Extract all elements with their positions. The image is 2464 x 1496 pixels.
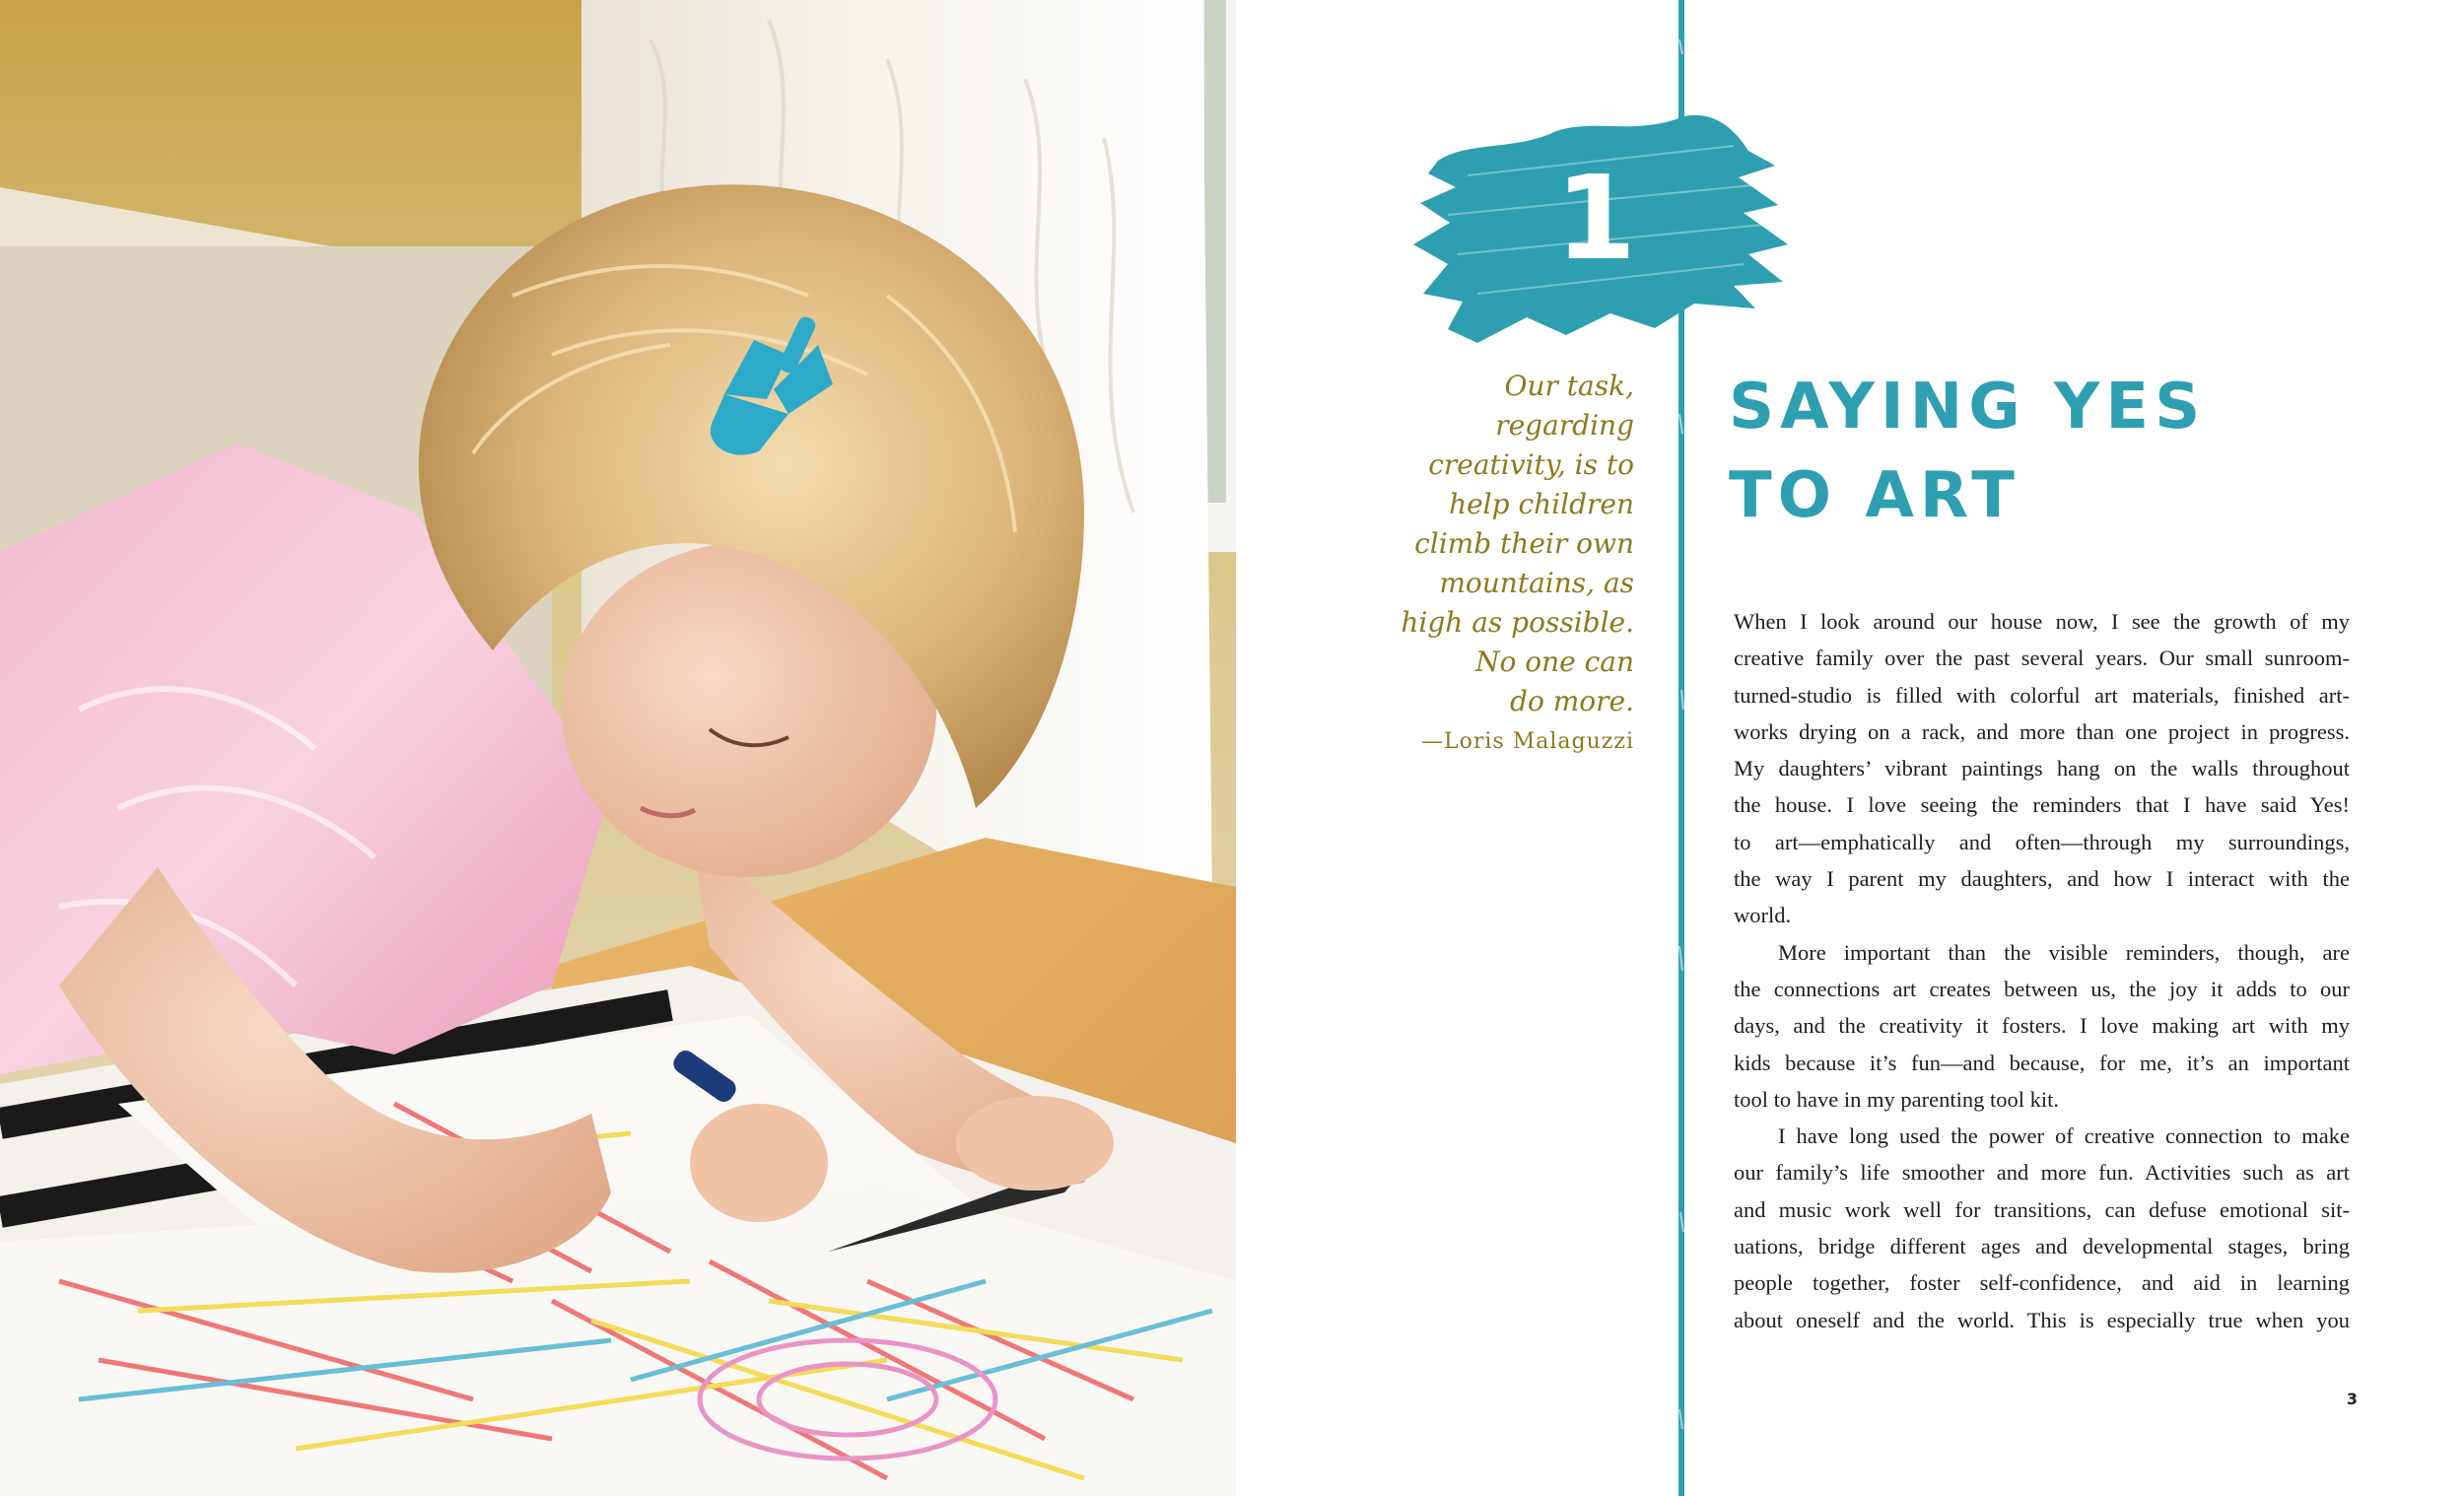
chapter-title bbox=[1729, 363, 2206, 540]
body-line: My daughters’ vibrant paintings hang on the walls throughout bbox=[1734, 756, 2350, 782]
body-line: our family’s life smoother and more fun. Activities such as art bbox=[1734, 1160, 2350, 1186]
chapter-number: 1 bbox=[1554, 150, 1637, 286]
body-line: the way I parent my daughters, and how I interact with the bbox=[1734, 866, 2350, 892]
body-line: turned-studio is filled with colorful art materials, finished art- bbox=[1734, 682, 2350, 708]
epigraph-line: creativity, is to bbox=[1428, 448, 1634, 481]
body-line: More important than the visible reminders, though, are bbox=[1778, 939, 2350, 965]
epigraph-line: do more. bbox=[1510, 685, 1634, 717]
epigraph-line: high as possible. bbox=[1401, 606, 1634, 639]
body-line: works drying on a rack, and more than one project in progress. bbox=[1734, 718, 2350, 744]
epigraph-line: help children bbox=[1449, 488, 1634, 520]
body-line: uations, bridge different ages and developmental stages, bring bbox=[1734, 1234, 2350, 1259]
epigraph-line: mountains, as bbox=[1439, 567, 1634, 599]
body-line: days, and the creativity it fosters. I love making art with my bbox=[1734, 1013, 2350, 1039]
body-line: the connections art creates between us, the joy it adds to our bbox=[1734, 976, 2350, 1001]
body-line: I have long used the power of creative connection to make bbox=[1778, 1123, 2350, 1149]
body-line: people together, foster self-confidence, and aid in learning bbox=[1734, 1270, 2350, 1296]
body-line: When I look around our house now, I see the growth of my bbox=[1734, 609, 2350, 634]
body-line: world. bbox=[1734, 903, 1792, 928]
epigraph-line: climb their own bbox=[1414, 527, 1634, 560]
epigraph-attribution: —Loris Malaguzzi bbox=[1421, 729, 1634, 754]
epigraph-line: regarding bbox=[1495, 409, 1634, 442]
body-line: the house. I love seeing the reminders that I have said Yes! bbox=[1734, 792, 2350, 818]
body-line: and music work well for transitions, can defuse emotional sit- bbox=[1734, 1196, 2350, 1222]
chapter-title-line: SAYING YES bbox=[1729, 371, 2207, 443]
body-line: kids because it’s fun—and because, for me, it’s an important bbox=[1734, 1050, 2350, 1075]
body-line: tool to have in my parenting tool kit. bbox=[1734, 1086, 2059, 1112]
body-line: to art—emphatically and often—through my surroundings, bbox=[1734, 829, 2350, 854]
epigraph-line: No one can bbox=[1474, 646, 1634, 678]
chapter-title-line: TO ART bbox=[1729, 459, 2020, 532]
body-line: creative family over the past several years. Our small sunroom- bbox=[1734, 646, 2350, 671]
body-line: about oneself and the world. This is especially true when you bbox=[1734, 1307, 2350, 1332]
body-text bbox=[1734, 603, 2350, 1338]
text-page bbox=[1236, 0, 2464, 1496]
epigraph-quote bbox=[1384, 367, 1634, 721]
page-number: 3 bbox=[2346, 1390, 2358, 1408]
epigraph-line: Our task, bbox=[1504, 370, 1634, 402]
